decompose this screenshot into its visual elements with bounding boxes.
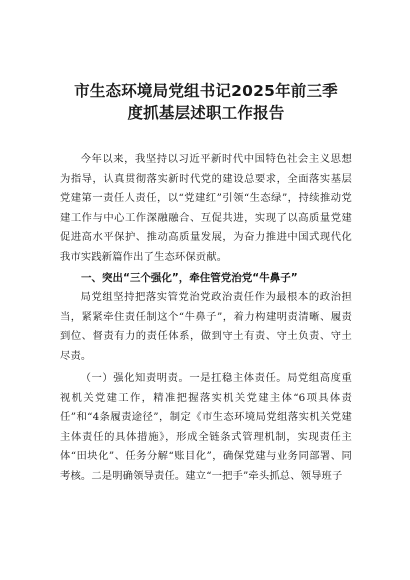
title-line-2: 度抓基层述职工作报告 [127, 104, 285, 122]
document-title [60, 0, 352, 124]
section-paragraph: 局党组坚持把落实管党治党政治责任作为最根本的政治担当，紧紧牵住责任制这个“牛鼻子”，着力构建明责清晰、履责到位、督责有力的责任体系，做到守土有责、守土负责、守土尽责。 [60, 291, 352, 362]
intro-paragraph: 今年以来，我坚持以习近平新时代中国特色社会主义思想为指导，认真贯彻落实新时代党的建设总要求，全面落实基层党建第一责任人责任，以“党建红”引领“生态绿”，持续推动党建工作与中心工作深融融合、互促共进，实现了以高质量党建促进高水平保护、推动高质量发展，为奋力推进中国式现代化我市实践新篇作出了生态环保贡献。 [60, 153, 352, 263]
document-body [60, 150, 352, 486]
subsection-paragraph: （一）强化知责明责。一是扛稳主体责任。局党组高度重视机关党建工作，精准把握落实机关党建主体“6项具体责任”和“4条履责途径”，制定《市生态环境局党组落实机关党建主体责任的具体措施》，形成全链条式管理机制，实现责任主体“田块化”、任务分解“账目化”，确保党建与业务同部署、同考核。二是明确领导责任。建立“一把手”牵头抓总、领导班子 [60, 372, 352, 482]
title-line-1: 市生态环境局党组书记2025年前三季 [74, 82, 338, 100]
section-heading: 一、突出“三个强化”，牵住管党治党“牛鼻子” [81, 272, 298, 284]
